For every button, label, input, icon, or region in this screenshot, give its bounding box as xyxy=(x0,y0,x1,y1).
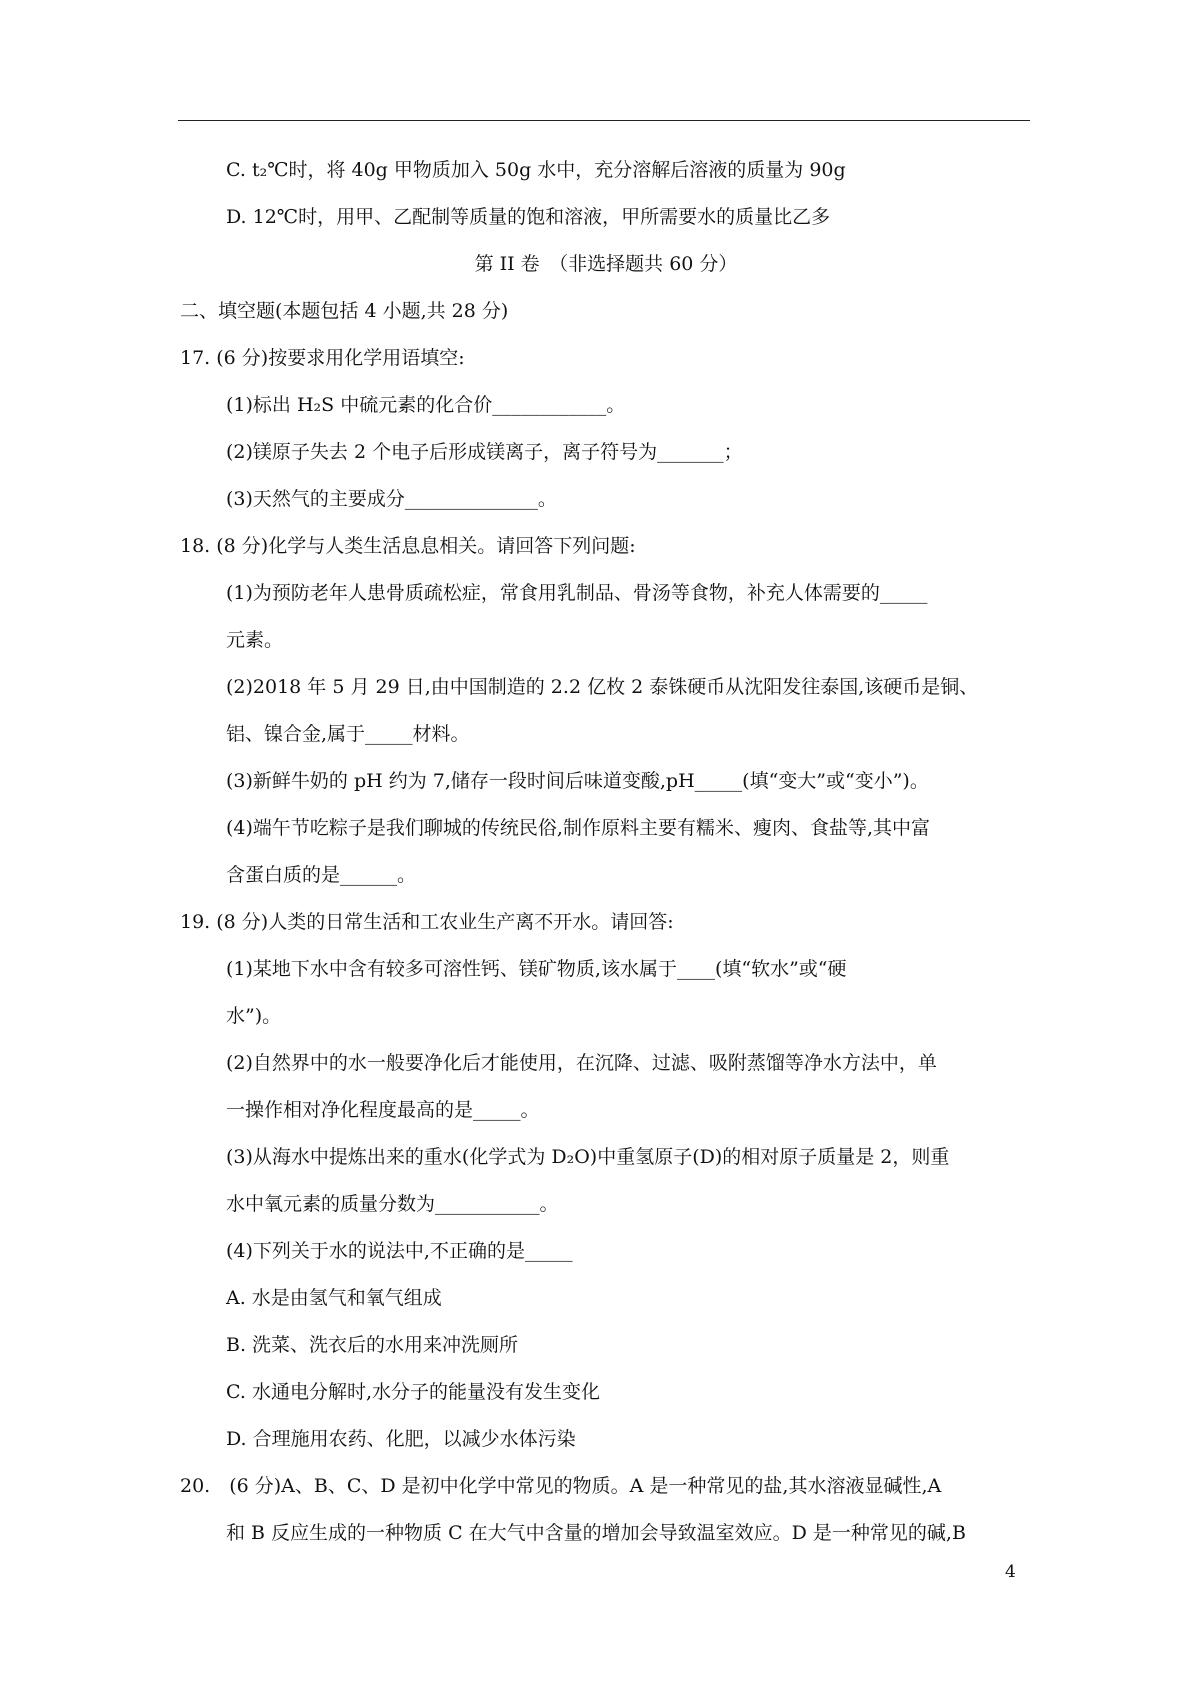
q19-sub-2-cont: 一操作相对净化程度最高的是_____。 xyxy=(226,1099,540,1121)
q19-option-a: A. 水是由氢气和氧气组成 xyxy=(226,1287,442,1309)
q19-sub-2: (2)自然界中的水一般要净化后才能使用，在沉降、过滤、吸附蒸馏等净水方法中，单 xyxy=(226,1052,937,1074)
q18-sub-4: (4)端午节吃粽子是我们聊城的传统民俗,制作原料主要有糯米、瘦肉、食盐等,其中富 xyxy=(226,817,930,839)
q17-sub-3: (3)天然气的主要成分______________。 xyxy=(226,488,557,510)
q19-option-c: C. 水通电分解时,水分子的能量没有发生变化 xyxy=(226,1381,600,1403)
question-18: 18. (8 分)化学与人类生活息息相关。请回答下列问题: xyxy=(180,535,636,557)
question-19: 19. (8 分)人类的日常生活和工农业生产离不开水。请回答: xyxy=(180,911,674,933)
option-c: C. t₂℃时，将 40g 甲物质加入 50g 水中，充分溶解后溶液的质量为 90g xyxy=(226,159,846,181)
q18-sub-1-cont: 元素。 xyxy=(226,629,284,651)
q19-sub-3: (3)从海水中提炼出来的重水(化学式为 D₂O)中重氢原子(D)的相对原子质量是 2，则重 xyxy=(226,1146,950,1168)
q19-option-b: B. 洗菜、洗衣后的水用来冲洗厕所 xyxy=(226,1334,519,1356)
q18-sub-1: (1)为预防老年人患骨质疏松症，常食用乳制品、骨汤等食物，补充人体需要的_____ xyxy=(226,582,928,604)
section-title: 第 II 卷 （非选择题共 60 分） xyxy=(474,253,738,275)
q18-sub-3: (3)新鲜牛奶的 pH 约为 7,储存一段时间后味道变酸,pH_____(填“变大”或“变小”)。 xyxy=(226,770,929,792)
q18-sub-2: (2)2018 年 5 月 29 日,由中国制造的 2.2 亿枚 2 泰铢硬币从沈阳发往泰国,该硬币是铜、 xyxy=(226,676,979,698)
q17-sub-2: (2)镁原子失去 2 个电子后形成镁离子，离子符号为_______； xyxy=(226,441,743,463)
q18-sub-4-cont: 含蛋白质的是______。 xyxy=(226,864,417,886)
question-20-cont: 和 B 反应生成的一种物质 C 在大气中含量的增加会导致温室效应。D 是一种常见的碱,B xyxy=(226,1522,966,1544)
q19-sub-3-cont: 水中氧元素的质量分数为___________。 xyxy=(226,1193,559,1215)
header-rule xyxy=(178,120,1030,121)
question-20: 20. (6 分)A、B、C、D 是初中化学中常见的物质。A 是一种常见的盐,其水溶液显碱性,A xyxy=(180,1475,942,1497)
q19-sub-4: (4)下列关于水的说法中,不正确的是_____ xyxy=(226,1240,573,1262)
question-17: 17. (6 分)按要求用化学用语填空: xyxy=(180,347,465,369)
q17-sub-1: (1)标出 H₂S 中硫元素的化合价____________。 xyxy=(226,394,626,416)
q19-option-d: D. 合理施用农药、化肥，以减少水体污染 xyxy=(226,1428,576,1450)
q19-sub-1-cont: 水”)。 xyxy=(226,1005,282,1027)
q19-sub-1: (1)某地下水中含有较多可溶性钙、镁矿物质,该水属于____(填“软水”或“硬 xyxy=(226,958,847,980)
part-heading: 二、填空题(本题包括 4 小题,共 28 分) xyxy=(180,300,509,322)
q18-sub-2-cont: 铝、镍合金,属于_____材料。 xyxy=(226,723,470,745)
page-number: 4 xyxy=(1005,1562,1016,1582)
option-d: D. 12℃时，用甲、乙配制等质量的饱和溶液，甲所需要水的质量比乙多 xyxy=(226,206,831,228)
